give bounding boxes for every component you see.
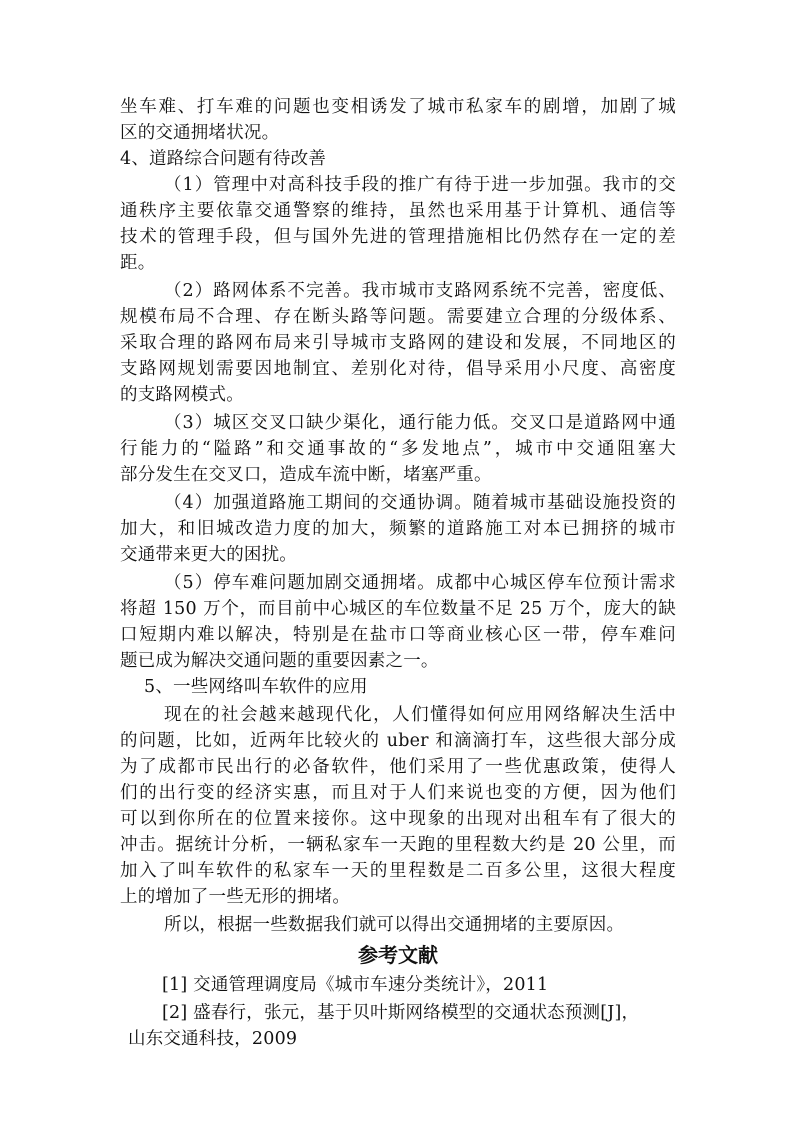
body-line: （4）加强道路施工期间的交通协调。随着城市基础设施投资的: [164, 493, 676, 513]
reference-item: [2] 盛春行，张元，基于贝叶斯网络模型的交通状态预测[J]，: [162, 1003, 640, 1023]
body-line: 现在的社会越来越现代化，人们懂得如何应用网络解决生活中: [164, 705, 676, 725]
body-line: 的支路网模式。: [120, 385, 244, 405]
reference-item: [1] 交通管理调度局《城市车速分类统计》，2011: [162, 975, 549, 995]
body-line: 区的交通拥堵状况。: [120, 123, 280, 143]
body-line: 行能力的“隘路”和交通事故的“多发地点”，城市中交通阻塞大: [120, 439, 676, 459]
body-line: 加大，和旧城改造力度的加大，频繁的道路施工对本已拥挤的城市: [120, 519, 676, 539]
section-heading: 4、道路综合问题有待改善: [120, 149, 327, 169]
body-line: 坐车难、打车难的问题也变相诱发了城市私家车的剧增，加剧了城: [120, 97, 676, 117]
section-heading: 5、一些网络叫车软件的应用: [144, 677, 368, 697]
body-line: （1）管理中对高科技手段的推广有待于进一步加强。我市的交: [164, 175, 676, 195]
body-line: 所以，根据一些数据我们就可以得出交通拥堵的主要原因。: [164, 915, 625, 935]
body-line: 将超 150 万个，而目前中心城区的车位数量不足 25 万个，庞大的缺: [120, 599, 676, 619]
body-line: 支路网规划需要因地制宜、差别化对待，倡导采用小尺度、高密度: [120, 359, 676, 379]
body-line: 上的增加了一些无形的拥堵。: [120, 887, 351, 907]
body-line: 的问题，比如，近两年比较火的 uber 和滴滴打车，这些很大部分成: [120, 731, 676, 751]
body-line: （2）路网体系不完善。我市城市支路网系统不完善，密度低、: [164, 281, 676, 301]
body-line: 部分发生在交叉口，造成车流中断，堵塞严重。: [120, 465, 492, 485]
body-line: 采取合理的路网布局来引导城市支路网的建设和发展，不同地区的: [120, 333, 676, 353]
body-line: 们的出行变的经济实惠，而且对于人们来说也变的方便，因为他们: [120, 783, 676, 803]
body-line: 加入了叫车软件的私家车一天的里程数是二百多公里，这很大程度: [120, 861, 676, 881]
body-line: （3）城区交叉口缺少渠化，通行能力低。交叉口是道路网中通: [164, 413, 676, 433]
body-line: 冲击。据统计分析，一辆私家车一天跑的里程数大约是 20 公里，而: [120, 835, 676, 855]
body-line: 通秩序主要依靠交通警察的维持，虽然也采用基于计算机、通信等: [120, 201, 676, 221]
body-line: 技术的管理手段，但与国外先进的管理措施相比仍然存在一定的差: [120, 227, 676, 247]
body-line: 规模布局不合理、存在断头路等问题。需要建立合理的分级体系、: [120, 307, 676, 327]
body-line: （5）停车难问题加剧交通拥堵。成都中心城区停车位预计需求: [164, 573, 676, 593]
body-line: 口短期内难以解决，特别是在盐市口等商业核心区一带，停车难问: [120, 625, 676, 645]
body-line: 可以到你所在的位置来接你。这中现象的出现对出租车有了很大的: [120, 809, 676, 829]
body-line: 距。: [120, 253, 156, 273]
reference-item: 山东交通科技，2009: [128, 1029, 298, 1049]
references-title: 参考文献: [358, 943, 438, 967]
body-line: 题已成为解决交通问题的重要因素之一。: [120, 651, 439, 671]
document-page: [120, 94, 676, 1052]
body-line: 交通带来更大的困扰。: [120, 545, 297, 565]
body-line: 为了成都市民出行的必备软件，他们采用了一些优惠政策，使得人: [120, 757, 676, 777]
